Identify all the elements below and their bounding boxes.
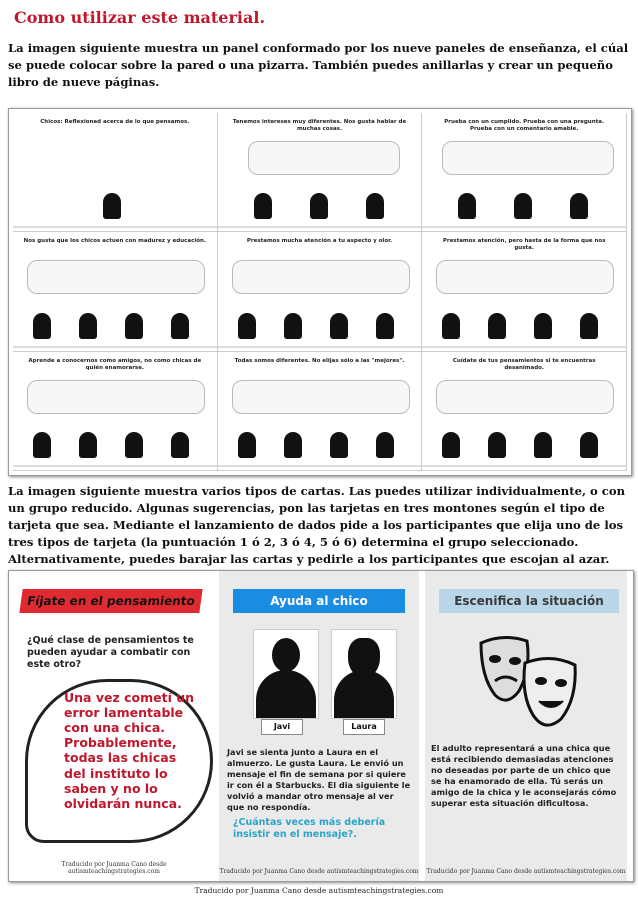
- silhouette-icon: [284, 313, 302, 339]
- silhouette-icon: [442, 432, 460, 458]
- card-footer: Traducido por Juanma Cano desde autismteachingstrategies.com: [426, 868, 626, 875]
- panel-2: [218, 113, 423, 232]
- thought-bubble-icon: [232, 380, 410, 414]
- silhouette-icon: [376, 313, 394, 339]
- silhouette-icon: [171, 313, 189, 339]
- panel-1: [13, 113, 218, 232]
- cards-image: [8, 570, 634, 882]
- silhouette-icon: [514, 193, 532, 219]
- panel-6: [422, 232, 627, 351]
- panel-title: Cuídate de tus pensamientos si te encuentras desanimado.: [452, 357, 596, 371]
- silhouette-icon: [238, 313, 256, 339]
- card-question: ¿Cuántas veces más debería insistir en el mensaje?.: [233, 817, 386, 840]
- panel-title: Chicos: Reflexionad acerca de lo que pensamos.: [40, 119, 190, 125]
- panel-title: Tenemos intereses muy diferentes. Nos gusta hablar de muchas cosas.: [232, 119, 407, 132]
- intro-paragraph-cards: La imagen siguiente muestra varios tipos de cartas. Las puedes utilizar individualmente, o con un grupo reducido. Algunas sugerencias, pon las tarjetas en tres montones según el tipo de tarjeta que sea. Mediante el lanzamiento de dados pide a los participantes que elija uno de los tres tipos de tarjeta (la puntuación 1 ó 2, 3 ó 4, 5 ó 6) determina el grupo seleccionado. Alternativamente, puedes barajar las cartas y pedirle a los participantes que escojan al azar.: [8, 484, 626, 566]
- girl-silhouette-icon: [331, 629, 397, 719]
- silhouette-icon: [488, 313, 506, 339]
- thought-text: del instituto lo saben y no lo olvidarán nunca.: [64, 766, 182, 811]
- silhouette-icon: [330, 432, 348, 458]
- silhouette-icon: [580, 432, 598, 458]
- nine-panel-image: [8, 108, 632, 476]
- silhouette-icon: [79, 432, 97, 458]
- boy-silhouette-icon: [253, 629, 319, 719]
- silhouette-icon: [570, 193, 588, 219]
- card-banner: Ayuda al chico: [233, 589, 405, 613]
- silhouette-icon: [310, 193, 328, 219]
- page-title: Como utilizar este material.: [14, 8, 266, 27]
- card-help-boy: [219, 571, 419, 881]
- panel-8: [218, 352, 423, 471]
- card-question: ¿Qué clase de pensamientos te pueden ayudar a combatir con este otro?: [27, 635, 194, 670]
- thought-bubble-icon: [442, 141, 614, 175]
- silhouette-icon: [534, 432, 552, 458]
- panel-5: [218, 232, 423, 351]
- name-label: Javi: [261, 719, 303, 735]
- panel-4: [13, 232, 218, 351]
- silhouette-icon: [366, 193, 384, 219]
- silhouette-icon: [442, 313, 460, 339]
- thought-bubble-icon: [436, 260, 614, 294]
- panel-title: Aprende a conocernos como amigos, no como chicas de quién enamorarse.: [28, 357, 202, 371]
- card-body: Javi se sienta junto a Laura en el almuerzo. Le gusta Laura. Le envió un mensaje el fin de semana por si quiere ir con él a Starbucks. El dia siguiente le volvió a mandar otro mensaje al ver que no respondía.: [227, 747, 411, 812]
- silhouette-icon: [284, 432, 302, 458]
- silhouette-icon: [238, 432, 256, 458]
- silhouette-icon: [458, 193, 476, 219]
- thought-bubble-icon: [248, 141, 400, 175]
- panel-3: [422, 113, 627, 232]
- silhouette-icon: [330, 313, 348, 339]
- silhouette-icon: [103, 193, 121, 219]
- silhouette-icon: [580, 313, 598, 339]
- card-roleplay: [425, 571, 627, 881]
- thought-bubble-icon: [436, 380, 614, 414]
- silhouette-icon: [33, 313, 51, 339]
- thought-bubble-icon: [27, 260, 205, 294]
- name-label: Laura: [343, 719, 385, 735]
- thought-bubble-icon: [27, 380, 205, 414]
- panel-title: Prueba con un cumplido. Prueba con una pregunta. Prueba con un comentario amable.: [444, 119, 605, 132]
- silhouette-icon: [534, 313, 552, 339]
- theater-masks-icon: [473, 629, 583, 739]
- silhouette-icon: [254, 193, 272, 219]
- card-body: El adulto representará a una chica que está recibiendo demasiadas atenciones no deseadas por parte de un chico que se ha enamorado de ella. Tú serás un amigo de la chica y le aconsejarás cómo superar esta situación dificultosa.: [431, 743, 617, 808]
- page-credit: Traducido por Juanma Cano desde autismteachingstrategies.com: [194, 886, 444, 895]
- card-footer: Traducido por Juanma Cano desde autismteachingstrategies.com: [219, 868, 419, 875]
- thought-bubble-icon: [25, 679, 213, 843]
- panel-title: Prestamos atención, pero hasta de la forma que nos gusta.: [442, 238, 606, 252]
- card-thought: [15, 571, 213, 881]
- panel-7: [13, 352, 218, 471]
- intro-paragraph-panel: La imagen siguiente muestra un panel conformado por los nueve paneles de enseñanza, el cúal se puede colocar sobre la pared o una pizarra. También puedes anillarlas y crear un pequeño libro de nueve páginas.: [8, 41, 629, 89]
- panel-title: Todas somos diferentes. No elijas sólo a las "mejores".: [234, 357, 405, 364]
- silhouette-icon: [33, 432, 51, 458]
- card-footer: Traducido por Juanma Cano desde autismteachingstrategies.com: [61, 861, 167, 875]
- silhouette-icon: [376, 432, 394, 458]
- panel-title: Prestamos mucha atención a tu aspecto y olor.: [246, 238, 393, 245]
- thought-text: Una vez cometí un error lamentable con una chica. Probablemente, todas las chicas: [64, 690, 194, 765]
- silhouette-icon: [488, 432, 506, 458]
- silhouette-icon: [79, 313, 97, 339]
- thought-bubble-icon: [232, 260, 410, 294]
- panel-title: Nos gusta que los chicos actuen con madurez y educación.: [23, 238, 207, 245]
- silhouette-icon: [125, 432, 143, 458]
- silhouette-icon: [125, 313, 143, 339]
- card-banner: Fíjate en el pensamiento: [19, 589, 202, 613]
- card-banner: Escenifica la situación: [439, 589, 619, 613]
- panel-9: [422, 352, 627, 471]
- silhouette-icon: [171, 432, 189, 458]
